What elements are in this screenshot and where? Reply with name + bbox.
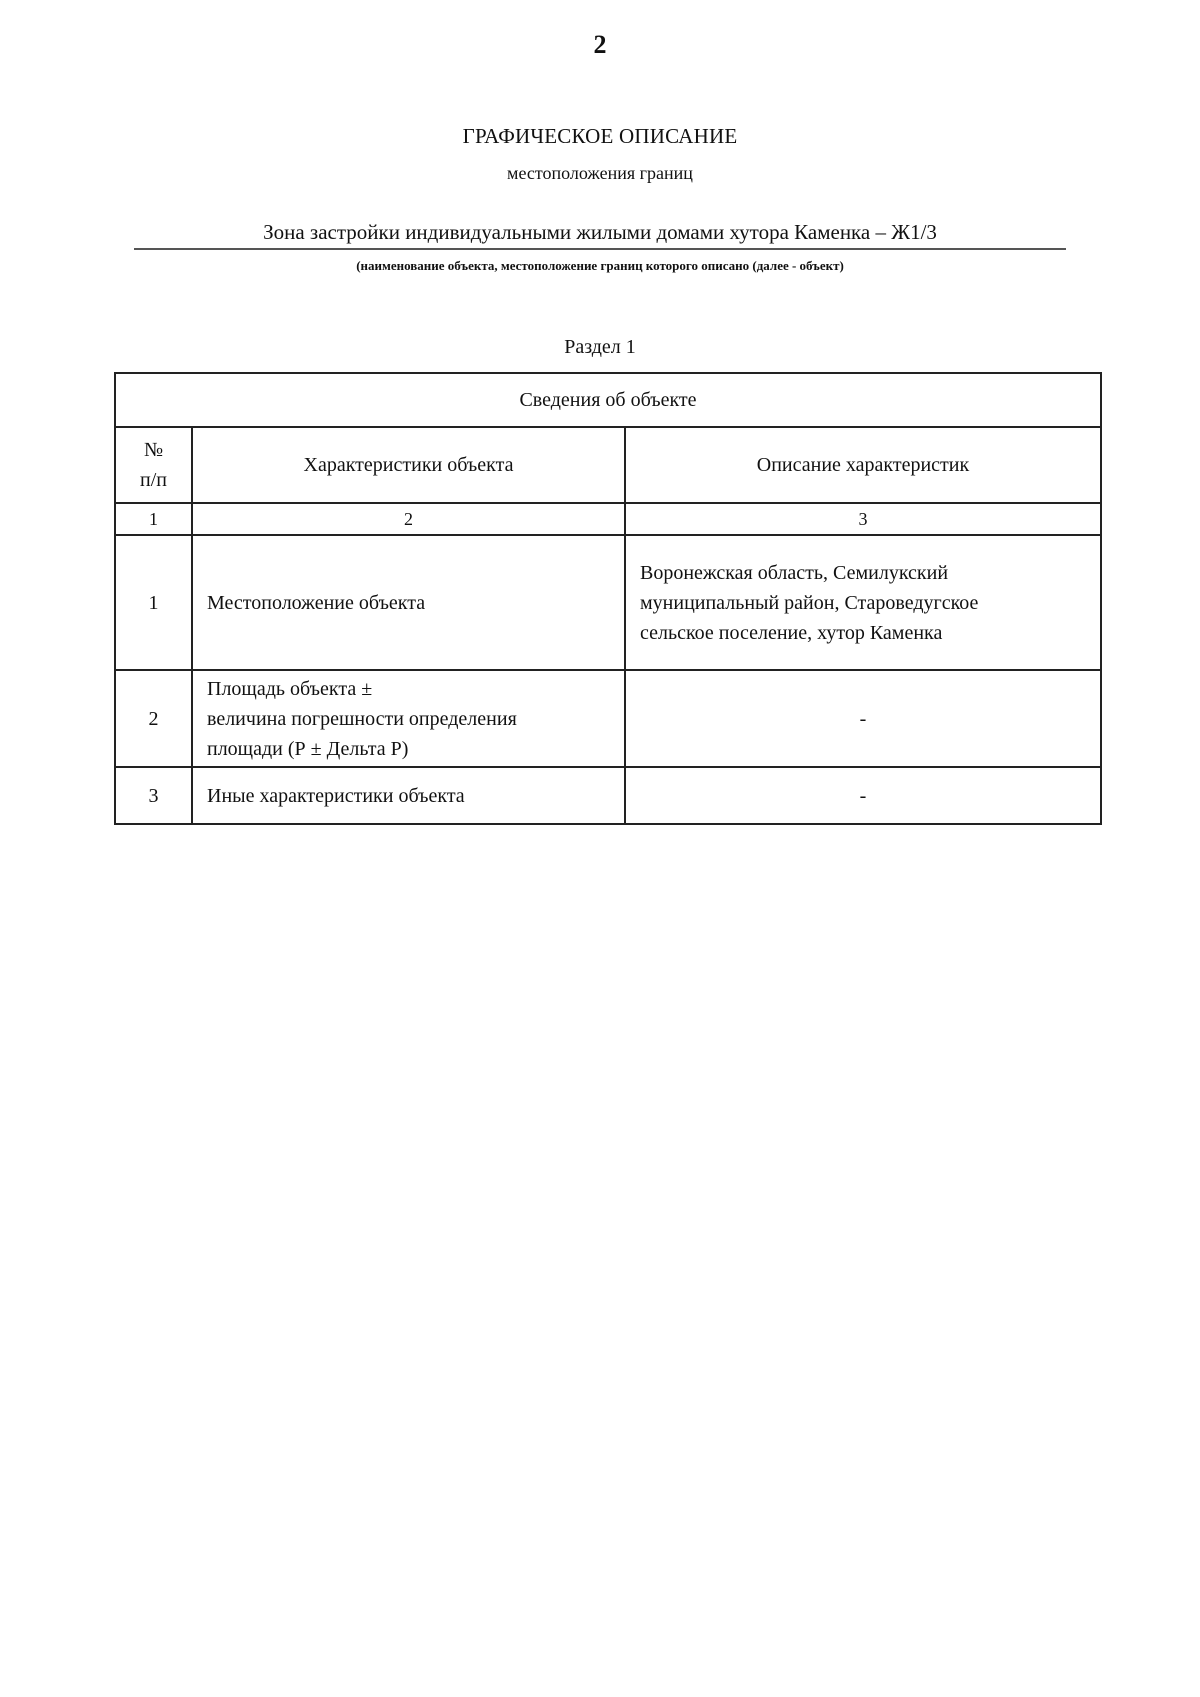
index-cell: 1 (115, 503, 192, 535)
row-characteristic-line: Площадь объекта ± (207, 677, 373, 700)
row-characteristic: Иные характеристики объекта (192, 767, 625, 824)
row-description-line: муниципальный район, Староведугское (640, 591, 979, 614)
table-row (115, 767, 1101, 824)
object-name: Зона застройки индивидуальными жилыми домами хутора Каменка – Ж1/3 (134, 220, 1066, 250)
document-title: ГРАФИЧЕСКОЕ ОПИСАНИЕ (462, 124, 738, 148)
page-number: 2 (593, 30, 607, 59)
row-description-line: сельское поселение, хутор Каменка (640, 621, 943, 644)
table-row (115, 670, 1101, 767)
row-description: - (625, 767, 1101, 824)
row-characteristic-line: площади (Р ± Дельта Р) (207, 737, 409, 760)
row-number: 3 (115, 767, 192, 824)
row-characteristic (192, 535, 625, 670)
row-description-line: Воронежская область, Семилукский (640, 561, 949, 584)
row-characteristic-line: Местоположение объекта (207, 591, 426, 614)
object-name-caption: (наименование объекта, местоположение границ которого описано (далее - объект) (356, 258, 844, 273)
section-label: Раздел 1 (564, 336, 636, 358)
row-characteristic (192, 670, 625, 767)
row-description: - (625, 670, 1101, 767)
column-header-num-line2: п/п (140, 469, 167, 491)
row-characteristic-line: величина погрешности определения (207, 707, 517, 730)
table-title-row (115, 373, 1101, 427)
column-header-num-line1: № (143, 439, 164, 461)
table-title: Сведения об объекте (115, 373, 1101, 427)
table-index-row (115, 503, 1101, 535)
document-subtitle: местоположения границ (507, 163, 693, 183)
row-number: 1 (115, 535, 192, 670)
table-column-header-row (115, 427, 1101, 503)
column-header-num (115, 427, 192, 503)
index-cell: 2 (192, 503, 625, 535)
row-description (625, 535, 1101, 670)
table-row (115, 535, 1101, 670)
index-cell: 3 (625, 503, 1101, 535)
row-number: 2 (115, 670, 192, 767)
column-header-characteristic: Характеристики объекта (192, 427, 625, 503)
column-header-description: Описание характеристик (625, 427, 1101, 503)
object-info-table (114, 372, 1102, 825)
